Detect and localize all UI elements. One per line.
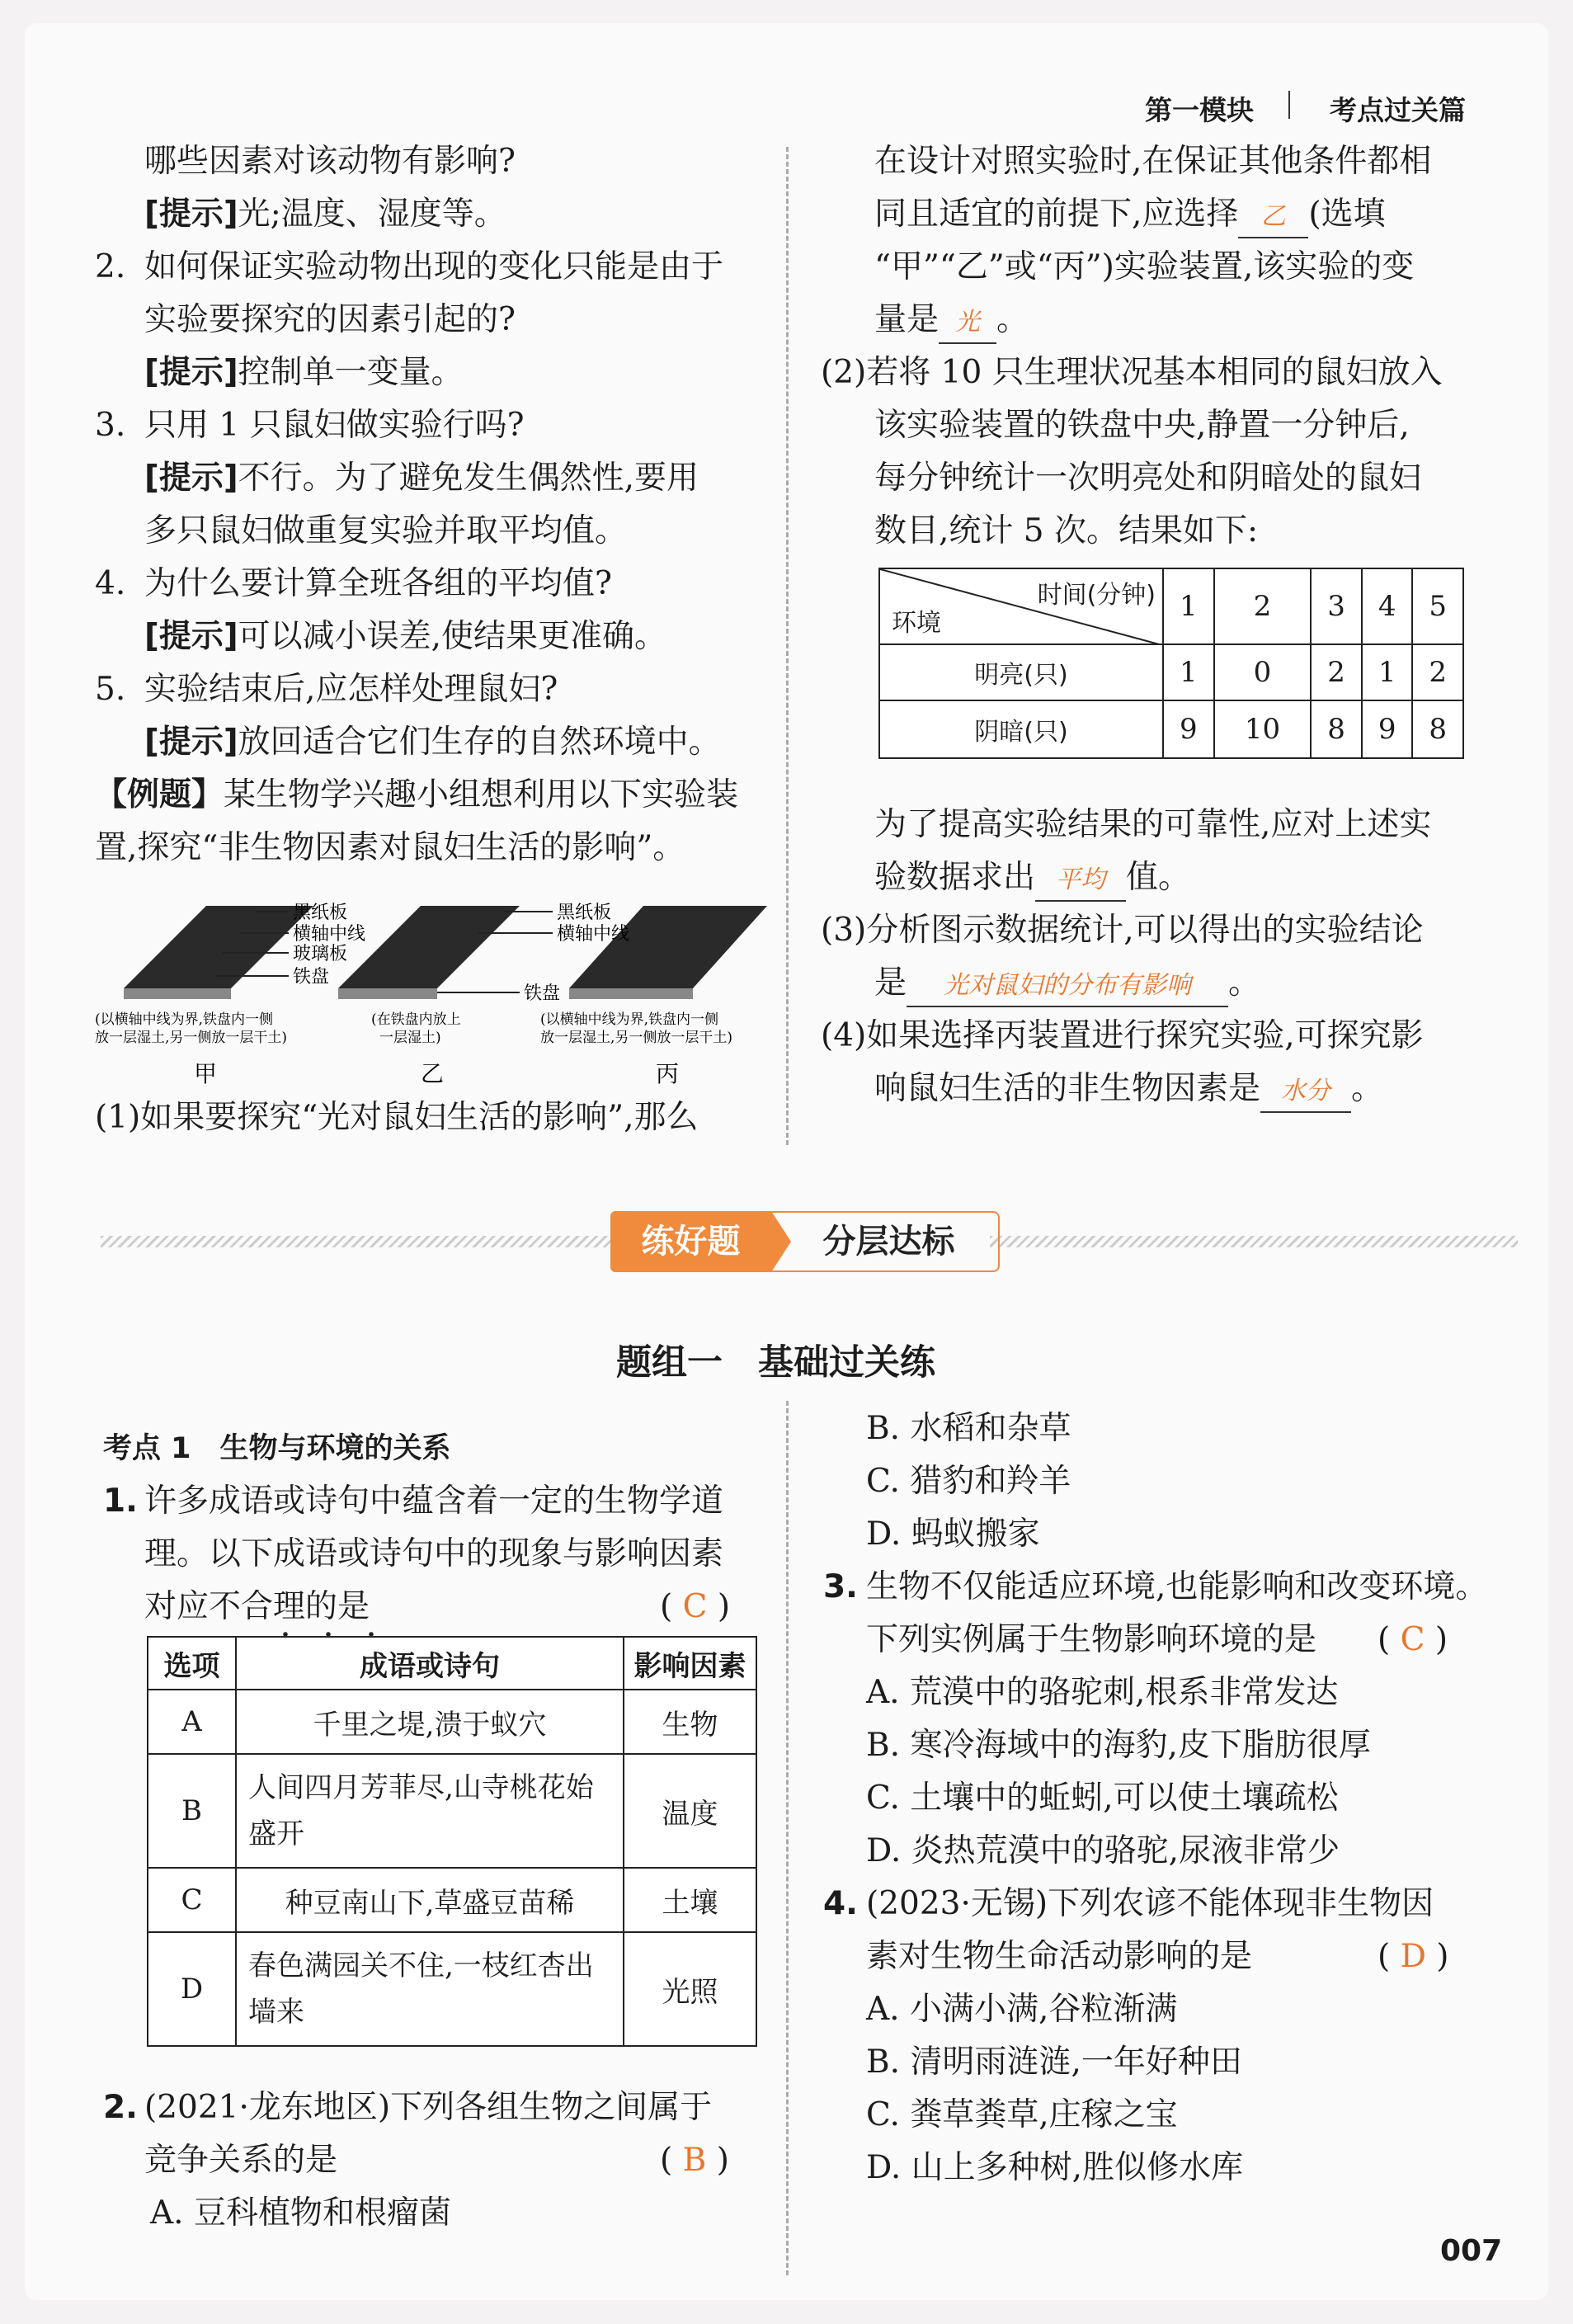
column-divider-bottom <box>786 1401 789 2275</box>
answer-line <box>874 188 1386 241</box>
choice-answer: C <box>682 1588 708 1625</box>
hint-text: 不行。为了避免发生偶然性,要用 <box>238 460 699 497</box>
hint-line <box>144 188 506 241</box>
answer-text: 在设计对照实验时,在保证其他条件都相 <box>874 143 1432 180</box>
example-label: 【例题】 <box>95 776 224 813</box>
table-col-header: 1 <box>1163 568 1214 644</box>
table-header: 成语或诗句 <box>236 1637 624 1690</box>
table-row <box>148 1754 756 1868</box>
factor-cell: 土壤 <box>624 1868 756 1932</box>
option-text: D. 炎热荒漠中的骆驼,尿液非常少 <box>866 1832 1340 1869</box>
table-cell: 1 <box>1163 644 1214 700</box>
idiom-cell: 千里之堤,溃于蚁穴 <box>236 1690 624 1754</box>
hint-label: [提示] <box>144 354 238 391</box>
question-text: (3)分析图示数据统计,可以得出的实验结论 <box>821 912 1424 949</box>
idiom-cell: 种豆南山下,草盛豆苗稀 <box>236 1868 624 1932</box>
option-text: D. 蚂蚁搬家 <box>866 1516 1040 1553</box>
option-text: A. 小满小满,谷粒渐满 <box>866 1991 1178 2028</box>
answer-bracket: ( D ) <box>1378 1938 1449 1975</box>
hint-label: [提示] <box>144 724 238 761</box>
hint-line <box>144 610 666 663</box>
table-header: 影响因素 <box>624 1637 756 1690</box>
idiom-cell <box>236 1932 624 2046</box>
hint-text: 控制单一变量。 <box>238 354 464 391</box>
corner-top-label: 时间(分钟) <box>1037 581 1156 610</box>
question-text: (2)若将 10 只生理状况基本相同的鼠妇放入 <box>821 354 1443 391</box>
idiom-line: 春色满园关不住,一枝红杏出 <box>248 1949 594 1982</box>
banner-left: 练好题 <box>610 1211 771 1272</box>
question-text: 竞争关系的是 <box>144 2142 338 2179</box>
figure-note: (以横轴中线为界,铁盘内一侧 <box>95 1011 274 1028</box>
answer-text: 响鼠妇生活的非生物因素是 <box>874 1070 1261 1107</box>
factor-cell: 温度 <box>624 1754 756 1868</box>
hint-text: 光;温度、湿度等。 <box>238 196 506 233</box>
hint-text: 可以减小误差,使结果更准确。 <box>238 618 667 655</box>
figure-caption: 乙 <box>421 1060 445 1087</box>
question-text: 许多成语或诗句中蕴含着一定的生物学道 <box>144 1483 724 1520</box>
idiom-table <box>147 1636 757 2047</box>
question-text: 哪些因素对该动物有影响? <box>144 143 516 180</box>
choice-answer: D <box>1400 1938 1426 1975</box>
answer-text: 量是 <box>874 301 940 338</box>
idiom-line: 墙来 <box>248 1996 304 2029</box>
figure-caption: 甲 <box>194 1060 218 1087</box>
option-cell: D <box>148 1932 236 2046</box>
knowledge-point-title: 考点 1 生物与环境的关系 <box>103 1432 451 1465</box>
table-header: 选项 <box>148 1637 236 1690</box>
factor-cell: 生物 <box>624 1690 756 1754</box>
table-cell: 2 <box>1412 644 1463 700</box>
figure-label: 玻璃板 <box>293 944 348 964</box>
answer-line <box>874 851 1190 904</box>
choice-answer: C <box>1400 1621 1425 1658</box>
group-title: 题组一 基础过关练 <box>616 1342 935 1384</box>
blank-answer: 光对鼠妇的分布有影响 <box>907 966 1228 1007</box>
option-text: A. 豆科植物和根瘤菌 <box>150 2194 451 2232</box>
hint-label: [提示] <box>144 460 238 497</box>
question-text: 只用 1 只鼠妇做实验行吗? <box>144 407 525 444</box>
table-cell: 9 <box>1362 700 1413 758</box>
answer-text: 验数据求出 <box>874 859 1036 896</box>
table-cell: 1 <box>1362 644 1413 700</box>
table-col-header: 2 <box>1214 568 1312 644</box>
corner-bottom-label: 环境 <box>892 609 941 638</box>
hint-text: 放回适合它们生存的自然环境中。 <box>238 724 721 761</box>
question-text: (4)如果选择丙装置进行探究实验,可探究影 <box>821 1017 1424 1054</box>
table-cell: 8 <box>1311 700 1362 758</box>
question-text: (2021·龙东地区)下列各组生物之间属于 <box>144 2089 713 2126</box>
choice-answer: B <box>682 2142 707 2179</box>
hint-label: [提示] <box>144 618 238 655</box>
header-divider <box>1288 91 1290 119</box>
question-number: 1. <box>103 1483 138 1520</box>
question-text: 理。以下成语或诗句中的现象与影响因素 <box>144 1535 724 1572</box>
question-text: 对应不合理的是 <box>144 1588 370 1625</box>
question-text: 生物不仅能适应环境,也能影响和改变环境。 <box>866 1568 1488 1605</box>
figure-note: 一层湿土) <box>379 1030 441 1046</box>
answer-text: (选填 <box>1308 196 1386 233</box>
hint-line <box>144 716 721 769</box>
table-cell: 9 <box>1163 700 1214 758</box>
row-label: 阴暗(只) <box>879 700 1163 758</box>
table-row <box>148 1868 756 1932</box>
column-divider-top <box>786 147 789 1145</box>
table-col-header: 3 <box>1311 568 1362 644</box>
question-number: 3. <box>823 1568 858 1605</box>
header-section: 考点过关篇 <box>1330 94 1466 126</box>
question-number: 4. <box>95 565 126 602</box>
figure-note: 放一层湿土,另一侧放一层干土) <box>540 1030 733 1046</box>
answer-text: 是 <box>874 964 907 1002</box>
table-row <box>879 700 1463 758</box>
question-number: 5. <box>95 671 126 708</box>
figure-label: 黑纸板 <box>293 903 348 923</box>
table-cell: 10 <box>1214 700 1312 758</box>
page-number: 007 <box>1440 2234 1503 2268</box>
blank-answer: 平均 <box>1035 860 1126 902</box>
figure-label: 铁盘 <box>293 967 330 988</box>
figure-label: 铁盘 <box>524 983 561 1004</box>
figure-note: (在铁盘内放上 <box>371 1011 461 1028</box>
banner-stripe-left <box>101 1236 629 1247</box>
question-text: 该实验装置的铁盘中央,静置一分钟后, <box>874 407 1410 444</box>
question-text: (2023·无锡)下列农谚不能体现非生物因 <box>866 1885 1434 1922</box>
answer-text: 。 <box>1351 1070 1384 1107</box>
table-col-header: 4 <box>1362 568 1413 644</box>
table-row <box>148 1932 756 2046</box>
hint-line <box>144 452 699 505</box>
table-row <box>148 1690 756 1754</box>
example-text: 某生物学兴趣小组想利用以下实验装 <box>224 776 739 813</box>
question-number: 4. <box>823 1885 858 1922</box>
blank-answer: 水分 <box>1260 1072 1351 1113</box>
option-text: D. 山上多种树,胜似修水库 <box>866 2149 1244 2186</box>
option-text: B. 寒冷海域中的海豹,皮下脂肪很厚 <box>866 1727 1371 1764</box>
option-text: B. 水稻和杂草 <box>866 1410 1071 1447</box>
figure-label: 横轴中线 <box>293 924 366 945</box>
question-text: 数目,统计 5 次。结果如下: <box>874 512 1259 549</box>
table-corner <box>879 568 1163 644</box>
answer-text: 。 <box>1228 964 1261 1002</box>
hint-text: 多只鼠妇做重复实验并取平均值。 <box>144 512 628 549</box>
blank-answer: 光 <box>939 303 996 344</box>
option-text: C. 土壤中的蚯蚓,可以使土壤疏松 <box>866 1780 1339 1817</box>
answer-line <box>874 1063 1383 1115</box>
question-number: 2. <box>95 248 126 285</box>
blank-answer: 乙 <box>1238 197 1308 238</box>
tray-bing-base <box>569 988 693 999</box>
question-text: 为了提高实验结果的可靠性,应对上述实 <box>874 806 1432 843</box>
answer-text: 。 <box>996 301 1029 338</box>
figure-note: 放一层湿土,另一侧放一层干土) <box>95 1030 288 1046</box>
data-table <box>878 568 1464 759</box>
answer-bracket: ( B ) <box>660 2142 729 2179</box>
idiom-cell <box>236 1754 624 1868</box>
option-text: B. 清明雨涟涟,一年好种田 <box>866 2044 1242 2081</box>
row-label: 明亮(只) <box>879 644 1163 700</box>
header-module: 第一模块 <box>1145 94 1254 126</box>
example-text: 置,探究“非生物因素对鼠妇生活的影响”。 <box>95 829 685 866</box>
option-cell: A <box>148 1690 236 1754</box>
answer-text: “甲”“乙”或“丙”)实验装置,该实验的变 <box>874 248 1415 285</box>
table-cell: 0 <box>1214 644 1312 700</box>
hint-label: [提示] <box>144 196 238 233</box>
question-number: 2. <box>103 2089 138 2126</box>
answer-line <box>874 294 1029 346</box>
tray-yi-board <box>338 906 520 988</box>
banner-right: 分层达标 <box>771 1211 1000 1272</box>
question-text: 为什么要计算全班各组的平均值? <box>144 565 612 602</box>
question-text: 素对生物生命活动影响的是 <box>866 1938 1253 1975</box>
option-text: C. 猎豹和羚羊 <box>866 1463 1071 1500</box>
factor-cell: 光照 <box>624 1932 756 2046</box>
table-row <box>879 644 1463 700</box>
question-text: 每分钟统计一次明亮处和阴暗处的鼠妇 <box>874 460 1422 497</box>
idiom-line: 人间四月芳菲尽,山寺桃花始 <box>248 1771 594 1804</box>
option-text: C. 粪草粪草,庄稼之宝 <box>866 2096 1178 2133</box>
idiom-line: 盛开 <box>248 1817 304 1850</box>
figure-label: 横轴中线 <box>557 924 630 945</box>
question-text: 如何保证实验动物出现的变化只能是由于 <box>144 248 724 285</box>
option-text: A. 荒漠中的骆驼刺,根系非常发达 <box>866 1674 1339 1711</box>
answer-line <box>874 957 1260 1010</box>
tray-jia-base <box>124 988 231 999</box>
figure-label: 黑纸板 <box>557 903 612 923</box>
question-text: 下列实例属于生物影响环境的是 <box>866 1621 1317 1658</box>
question-number: 3. <box>95 407 126 444</box>
answer-text: 同且适宜的前提下,应选择 <box>874 196 1239 233</box>
answer-bracket: ( C ) <box>660 1588 731 1625</box>
question-text: 实验要探究的因素引起的? <box>144 301 516 338</box>
example-line <box>95 769 738 822</box>
experiment-figure <box>91 893 784 1091</box>
hint-line <box>144 346 464 399</box>
table-cell: 2 <box>1311 644 1362 700</box>
table-cell: 8 <box>1412 700 1463 758</box>
answer-text: 值。 <box>1126 859 1191 896</box>
option-cell: B <box>148 1754 236 1868</box>
answer-bracket: ( C ) <box>1378 1621 1448 1658</box>
tray-yi-base <box>338 988 437 999</box>
option-cell: C <box>148 1868 236 1932</box>
question-text: (1)如果要探究“光对鼠妇生活的影响”,那么 <box>95 1099 699 1136</box>
figure-caption: 丙 <box>656 1060 680 1087</box>
table-col-header: 5 <box>1412 568 1463 644</box>
figure-note: (以横轴中线为界,铁盘内一侧 <box>540 1011 719 1028</box>
question-text: 实验结束后,应怎样处理鼠妇? <box>144 671 558 708</box>
banner-stripe-right <box>990 1236 1518 1247</box>
page <box>25 23 1548 2300</box>
